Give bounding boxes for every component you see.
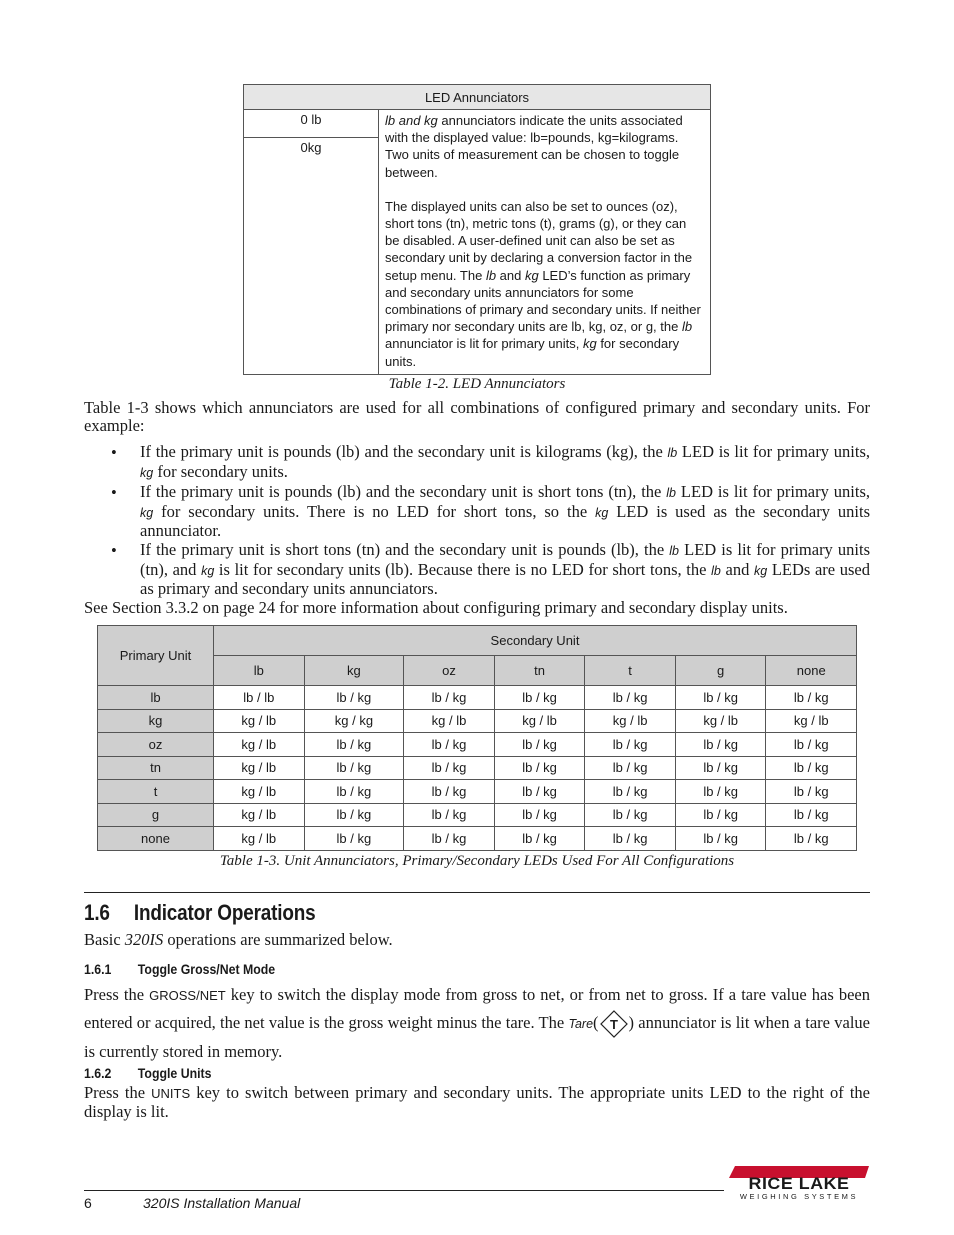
primary-unit-lb: lb	[98, 686, 214, 710]
table-cell: lb / kg	[404, 733, 495, 757]
unit-table-body	[98, 686, 857, 851]
secondary-unit-column-tn: tn	[494, 656, 585, 686]
secondary-unit-column-kg: kg	[304, 656, 404, 686]
table-cell: lb / kg	[404, 780, 495, 804]
table-cell: lb / kg	[585, 780, 676, 804]
bullet-marker: •	[111, 443, 117, 462]
table-cell: lb / kg	[585, 803, 676, 827]
logo-wordmark: RICE LAKE	[748, 1174, 850, 1193]
section-1-6-intro: Basic 320IS operations are summarized below.	[84, 930, 393, 949]
table-row	[98, 686, 857, 710]
table-cell: lb / kg	[675, 827, 766, 851]
table-cell: lb / kg	[304, 780, 404, 804]
table-cell: lb / kg	[304, 733, 404, 757]
table-cell: lb / kg	[494, 686, 585, 710]
table-cell: lb / kg	[675, 733, 766, 757]
table-cell: lb / kg	[304, 686, 404, 710]
secondary-unit-column-oz: oz	[404, 656, 495, 686]
manual-title: 320IS Installation Manual	[143, 1195, 301, 1211]
table-cell: lb / kg	[304, 827, 404, 851]
led-table-header: LED Annunciators	[244, 85, 711, 110]
rice-lake-logo	[729, 1166, 869, 1204]
bullet-item-1: If the primary unit is pounds (lb) and the secondary unit is kilograms (kg), the lb LED is lit for primary units, kg for secondary units.	[140, 442, 870, 481]
primary-unit-kg: kg	[98, 709, 214, 733]
table-cell: kg / lb	[214, 756, 305, 780]
table-caption-1-3: Table 1-3. Unit Annunciators, Primary/Secondary LEDs Used For All Configurations	[219, 853, 735, 869]
section-1-6-2-heading: 1.6.2 Toggle Units	[84, 1065, 212, 1081]
section-divider	[84, 892, 870, 893]
table-cell: lb / kg	[304, 803, 404, 827]
table-cell: kg / lb	[404, 709, 495, 733]
section-1-6-2-paragraph: Press the UNITS key to switch between primary and secondary units. The appropriate units LED to the right of the display is lit.	[84, 1083, 870, 1121]
table-cell: kg / lb	[214, 709, 305, 733]
logo-subtitle: WEIGHING SYSTEMS	[739, 1192, 859, 1201]
table-row	[98, 827, 857, 851]
bullet-item-3: If the primary unit is short tons (tn) and the secondary unit is pounds (lb), the lb LED is lit for primary units (tn), and kg is lit for secondary units (lb). Because there is no LED for short tons, the lb and kg LEDs are used as primary and secondary units annunciators.	[140, 540, 870, 598]
table-cell: lb / kg	[766, 686, 857, 710]
table-cell: kg / lb	[766, 709, 857, 733]
table-cell: lb / kg	[494, 803, 585, 827]
section-1-6-heading: 1.6 Indicator Operations	[84, 900, 316, 925]
table-cell: lb / kg	[766, 780, 857, 804]
table-cell: lb / kg	[494, 756, 585, 780]
led-annunciators-table	[243, 84, 711, 375]
table-row	[98, 780, 857, 804]
table-cell: lb / kg	[766, 733, 857, 757]
table-cell: kg / lb	[214, 733, 305, 757]
table-cell: lb / kg	[766, 756, 857, 780]
page-number: 6	[84, 1195, 92, 1211]
unit-annunciators-table	[97, 625, 857, 851]
table-cell: lb / kg	[585, 827, 676, 851]
svg-text:T: T	[609, 1017, 618, 1033]
section-1-6-1-heading: 1.6.1 Toggle Gross/Net Mode	[84, 961, 276, 977]
table-cell: kg / lb	[214, 780, 305, 804]
section-1-6-1-paragraph: Press the GROSS/NET key to switch the display mode from gross to net, or from net to gross. If a tare value has been entered or acquired, the net value is the gross weight minus the tare. The Tare( T ) annunciator is lit when a tare value is currently stored in memory.	[84, 985, 870, 1062]
table-cell: lb / kg	[585, 686, 676, 710]
primary-unit-none: none	[98, 827, 214, 851]
table-cell: lb / kg	[494, 780, 585, 804]
table-cell: lb / kg	[675, 780, 766, 804]
table-cell: lb / kg	[404, 686, 495, 710]
tare-icon	[600, 1010, 628, 1038]
table-cell: kg / lb	[214, 827, 305, 851]
bullet-marker: •	[111, 541, 117, 560]
secondary-unit-column-t: t	[585, 656, 676, 686]
primary-unit-t: t	[98, 780, 214, 804]
table-row	[98, 803, 857, 827]
table-cell: lb / kg	[494, 827, 585, 851]
table-cell: lb / kg	[404, 827, 495, 851]
table-cell: kg / kg	[304, 709, 404, 733]
table-cell: lb / kg	[404, 803, 495, 827]
table-cell: kg / lb	[675, 709, 766, 733]
led-label-lb: 0 lb	[244, 110, 379, 138]
secondary-unit-column-g: g	[675, 656, 766, 686]
table-cell: lb / kg	[766, 827, 857, 851]
table-cell: lb / kg	[766, 803, 857, 827]
table-cell: lb / kg	[304, 756, 404, 780]
table-cell: lb / kg	[585, 756, 676, 780]
table-cell: kg / lb	[494, 709, 585, 733]
table-cell: lb / kg	[585, 733, 676, 757]
primary-unit-g: g	[98, 803, 214, 827]
primary-unit-tn: tn	[98, 756, 214, 780]
bullet-item-2: If the primary unit is pounds (lb) and the secondary unit is short tons (tn), the lb LED is lit for primary units, kg for secondary units. There is no LED for short tons, so the kg LED is used as the secondary units annunciator.	[140, 482, 871, 540]
table-cell: kg / lb	[214, 803, 305, 827]
secondary-unit-column-lb: lb	[214, 656, 305, 686]
intro-paragraph: Table 1-3 shows which annunciators are used for all combinations of configured primary and secondary units. For example:	[84, 398, 870, 435]
table-cell: kg / lb	[585, 709, 676, 733]
led-label-kg: 0kg	[244, 137, 379, 374]
table-cell: lb / kg	[675, 756, 766, 780]
table-cell: lb / kg	[494, 733, 585, 757]
primary-unit-oz: oz	[98, 733, 214, 757]
table-cell: lb / kg	[675, 803, 766, 827]
led-description-paragraph-2: The displayed units can also be set to ounces (oz), short tons (tn), metric tons (t), grams (g), or they can be disabled. A user-defined unit can also be set as secondary unit by declaring a conversion factor in the setup menu. The lb and kg LED’s function as primary and secondary units annunciators for some combinations of primary and secondary units. If neither primary nor secondary units are lb, kg, oz, or g, the lb annunciator is lit for primary units, kg for secondary units.	[385, 198, 701, 369]
footer-rule	[84, 1190, 724, 1191]
table-row	[98, 756, 857, 780]
table-caption-1-2: Table 1-2. LED Annunciators	[388, 376, 566, 392]
bullet-marker: •	[111, 483, 117, 502]
table-cell: lb / kg	[404, 756, 495, 780]
see-section-paragraph: See Section 3.3.2 on page 24 for more information about configuring primary and secondary display units.	[84, 598, 788, 617]
led-description	[379, 110, 711, 375]
table-cell: lb / kg	[675, 686, 766, 710]
secondary-unit-column-none: none	[766, 656, 857, 686]
table-cell: lb / lb	[214, 686, 305, 710]
table-row	[98, 733, 857, 757]
secondary-unit-header: Secondary Unit	[214, 626, 857, 656]
led-description-paragraph-1: lb and kg annunciators indicate the units associated with the displayed value: lb=pounds, kg=kilograms. Two units of measurement can be chosen to toggle between.	[385, 113, 683, 180]
table-row	[98, 709, 857, 733]
primary-unit-header: Primary Unit	[98, 626, 214, 686]
